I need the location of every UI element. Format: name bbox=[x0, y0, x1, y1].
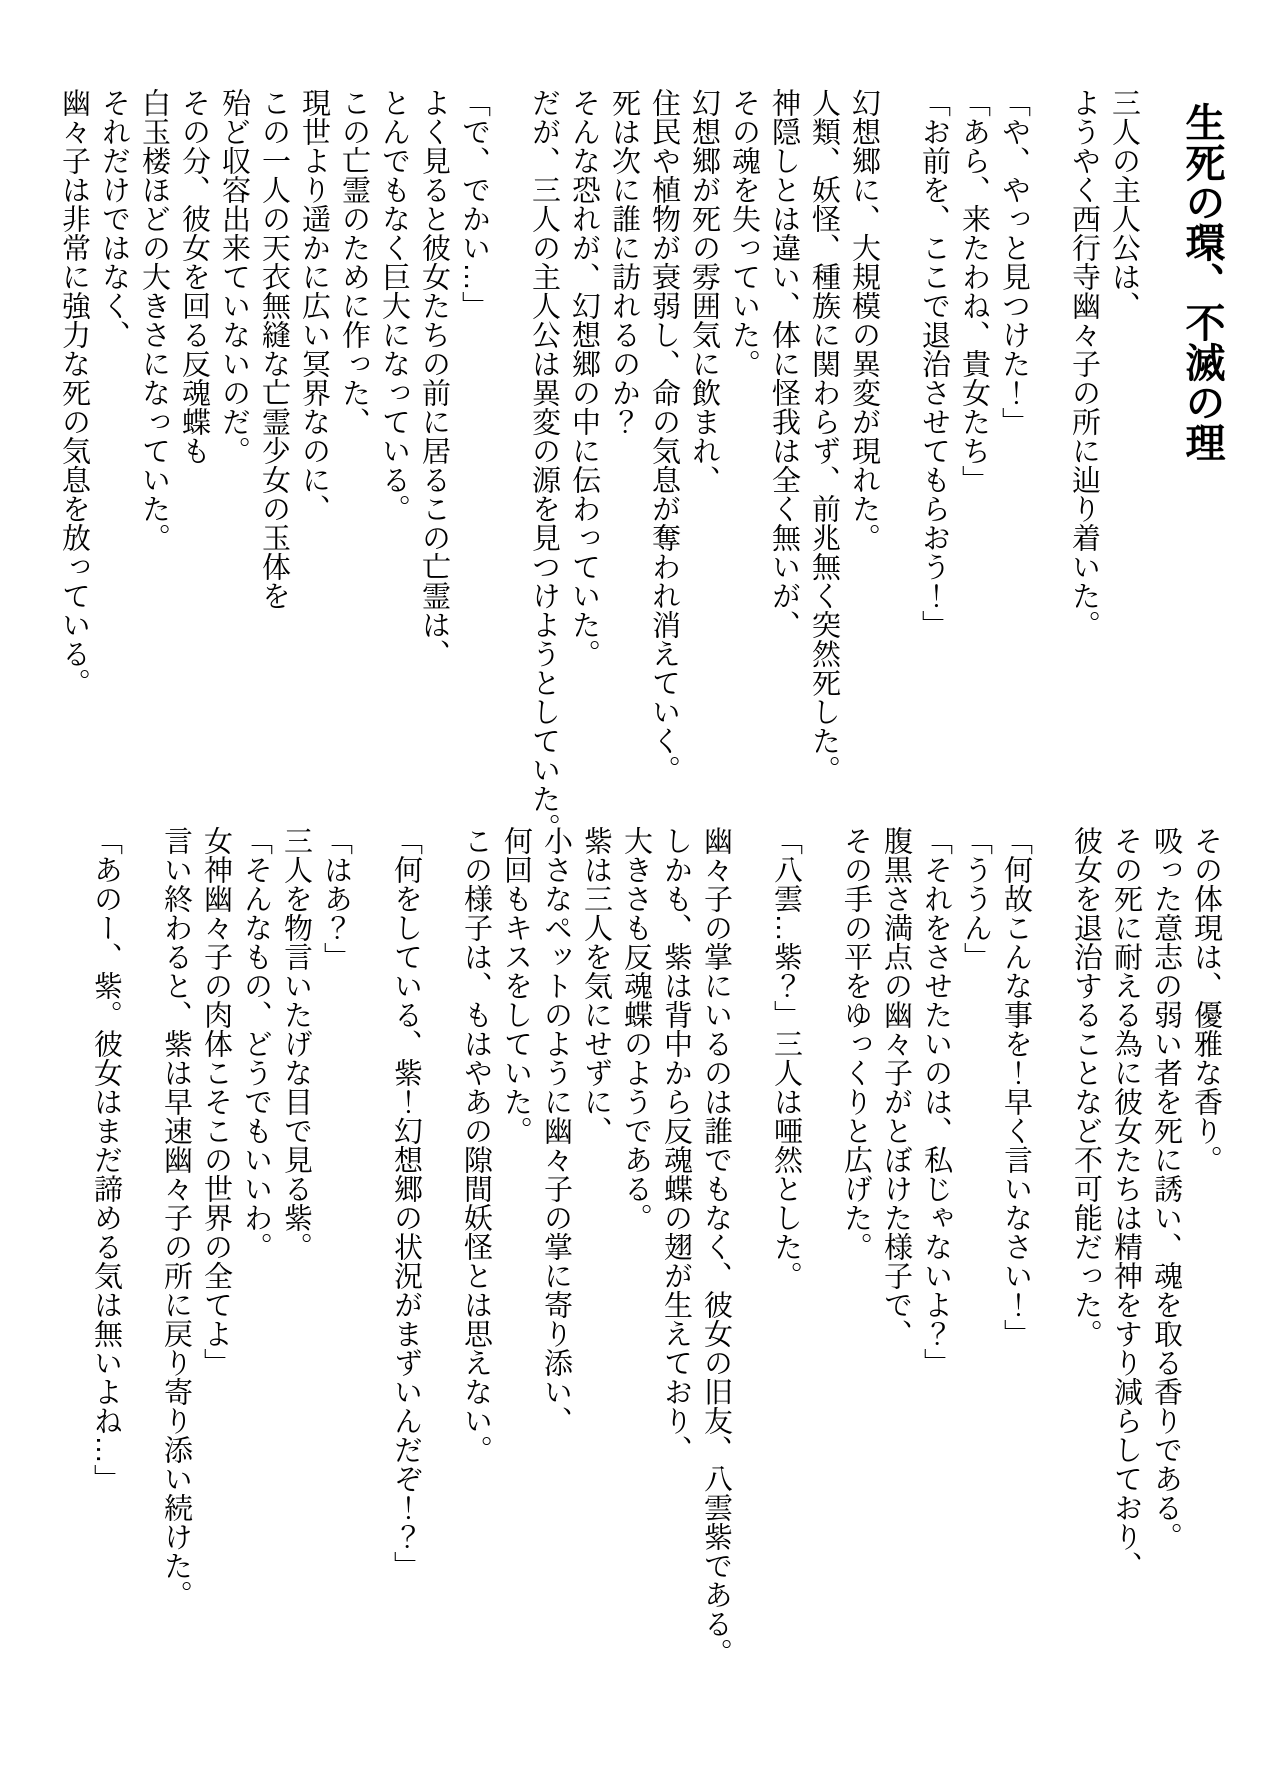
text-column: 幽々子の掌にいるのは誰でもなく、彼女の旧友、八雲紫である。 bbox=[700, 826, 732, 1667]
text-column: そんな恐れが、幻想郷の中に伝わっていた。 bbox=[568, 88, 600, 668]
text-column: その魂を失っていた。 bbox=[728, 88, 760, 378]
text-section-bottom bbox=[86, 826, 1226, 1791]
text-column: ようやく西行寺幽々子の所に辿り着いた。 bbox=[1068, 88, 1100, 639]
text-column: 死は次に誰に訪れるのか？ bbox=[608, 88, 640, 436]
text-column: 腹黒さ満点の幽々子がとぼけた様子で、 bbox=[880, 826, 912, 1348]
text-column: だが、三人の主人公は異変の源を見つけようとしていた。 bbox=[528, 88, 560, 842]
text-column: 「はあ？」 bbox=[320, 826, 352, 971]
text-column: 「あら、来たわね、貴女たち」 bbox=[958, 88, 990, 494]
text-column: この亡霊のために作った、 bbox=[338, 88, 370, 436]
text-column: 何回もキスをしていた。 bbox=[500, 826, 532, 1145]
text-column: 人類、妖怪、種族に関わらず、前兆無く突然死した。 bbox=[808, 88, 840, 784]
text-column: その分、彼女を回る反魂蝶も bbox=[178, 88, 210, 465]
text-column: 「何故こんな事を！早く言いなさい！」 bbox=[1000, 826, 1032, 1348]
text-column: その手の平をゆっくりと広げた。 bbox=[840, 826, 872, 1261]
text-column: 白玉楼ほどの大きさになっていた。 bbox=[138, 88, 170, 552]
text-column: 紫は三人を気にせずに、 bbox=[580, 826, 612, 1145]
text-column: 幻想郷に、大規模の異変が現れた。 bbox=[848, 88, 880, 552]
text-column: 「お前を、ここで退治させてもらおう！」 bbox=[918, 88, 950, 639]
text-column: 「そんなもの、どうでもいいわ。 bbox=[240, 826, 272, 1261]
text-column: その死に耐える為に彼女たちは精神をすり減らしており、 bbox=[1110, 826, 1142, 1580]
text-column: 三人の主人公は、 bbox=[1108, 88, 1140, 320]
text-column: 「それをさせたいのは、私じゃないよ？」 bbox=[920, 826, 952, 1377]
text-column: 小さなペットのように幽々子の掌に寄り添い、 bbox=[540, 826, 572, 1435]
text-column: 神隠しとは違い、体に怪我は全く無いが、 bbox=[768, 88, 800, 639]
text-column: その体現は、優雅な香り。 bbox=[1190, 826, 1222, 1174]
text-column: 幽々子は非常に強力な死の気息を放っている。 bbox=[58, 88, 90, 697]
text-column: 「や、やっと見つけた！」 bbox=[998, 88, 1030, 436]
text-section-top bbox=[54, 88, 1230, 878]
text-column: 三人を物言いたげな目で見る紫。 bbox=[280, 826, 312, 1261]
text-column: しかも、紫は背中から反魂蝶の翅が生えており、 bbox=[660, 826, 692, 1464]
text-column: それだけではなく、 bbox=[98, 88, 130, 349]
text-column: 殆ど収容出来ていないのだ。 bbox=[218, 88, 250, 465]
text-column: 女神幽々子の肉体こそこの世界の全てよ」 bbox=[200, 826, 232, 1377]
text-column: 幻想郷が死の雰囲気に飲まれ、 bbox=[688, 88, 720, 494]
text-column: この様子は、もはやあの隙間妖怪とは思えない。 bbox=[460, 826, 492, 1464]
text-column: 「あのー、紫。彼女はまだ諦める気は無いよね…」 bbox=[90, 826, 122, 1493]
text-column: 「ううん」 bbox=[960, 826, 992, 971]
text-column: 大きさも反魂蝶のようである。 bbox=[620, 826, 652, 1232]
page-title: 生死の環、不滅の理 bbox=[1179, 102, 1226, 462]
text-column: 彼女を退治することなど不可能だった。 bbox=[1070, 826, 1102, 1348]
text-column: とんでもなく巨大になっている。 bbox=[378, 88, 410, 523]
text-column: 住民や植物が衰弱し、命の気息が奪われ消えていく。 bbox=[648, 88, 680, 784]
text-column: 「八雲…紫？」三人は唖然とした。 bbox=[770, 826, 802, 1290]
text-column: 「何をしている、紫！幻想郷の状況がまずいんだぞ！？」 bbox=[390, 826, 422, 1580]
text-column: 「で、でかい…」 bbox=[458, 88, 490, 320]
text-column: 吸った意志の弱い者を死に誘い、魂を取る香りである。 bbox=[1150, 826, 1182, 1551]
text-column: よく見ると彼女たちの前に居るこの亡霊は、 bbox=[418, 88, 450, 668]
text-column: 現世より遥かに広い冥界なのに、 bbox=[298, 88, 330, 523]
text-column: 言い終わると、紫は早速幽々子の所に戻り寄り添い続けた。 bbox=[160, 826, 192, 1609]
text-column: この一人の天衣無縫な亡霊少女の玉体を bbox=[258, 88, 290, 610]
